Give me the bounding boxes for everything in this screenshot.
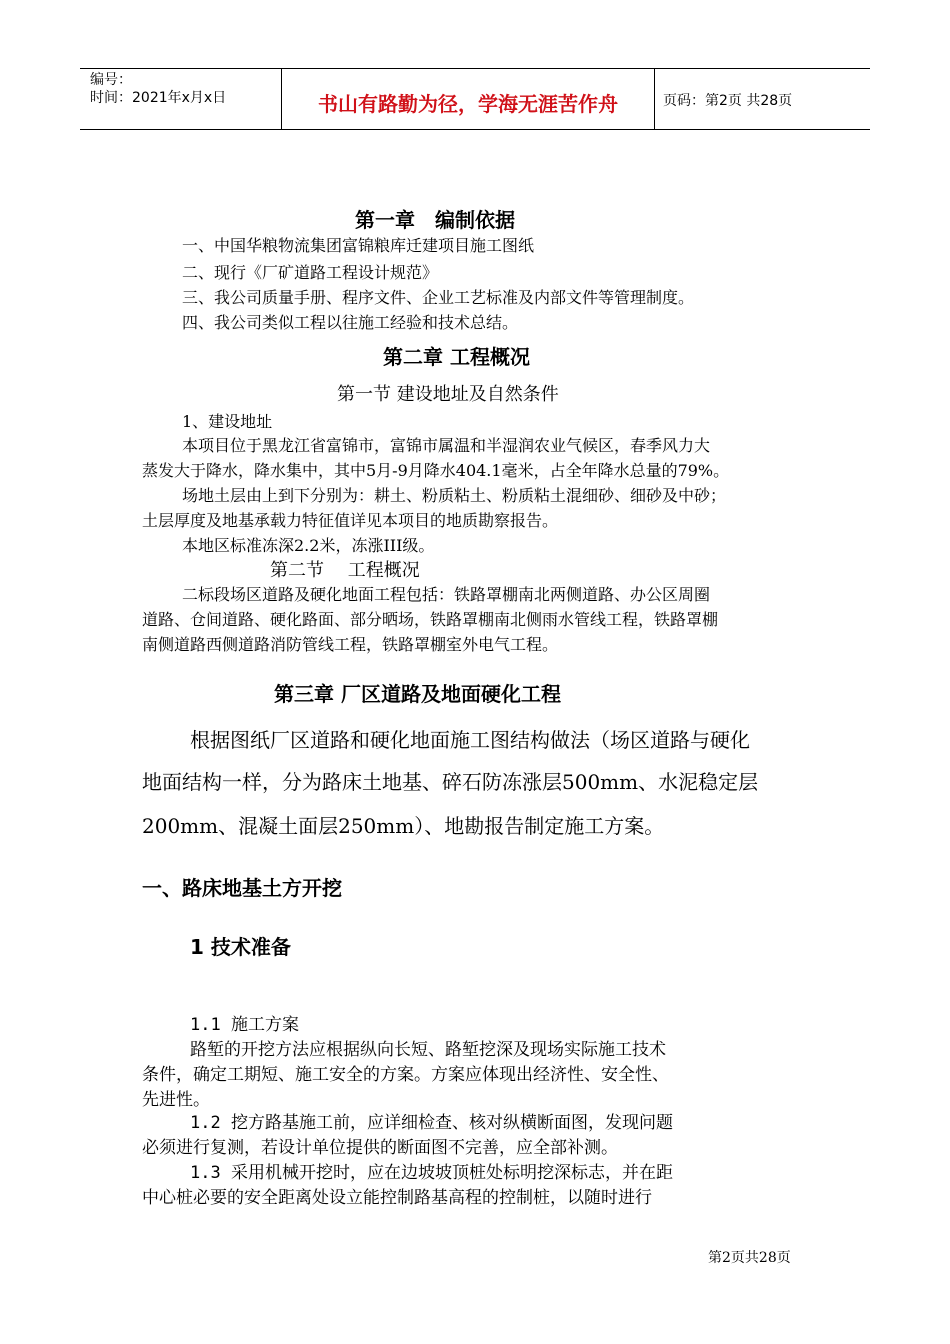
chapter1-item: 三、我公司质量手册、程序文件、企业工艺标准及内部文件等管理制度。 bbox=[182, 288, 695, 307]
section1-line: 土层厚度及地基承载力特征值详见本项目的地质勘察报告。 bbox=[142, 511, 559, 530]
section2-line: 道路、仓间道路、硬化路面、部分晒场，铁路罩棚南北侧雨水管线工程，铁路罩棚 bbox=[142, 610, 719, 629]
page-header bbox=[80, 68, 870, 130]
technical-line: 1.2 挖方路基施工前，应详细检查、核对纵横断面图，发现问题 bbox=[190, 1113, 673, 1133]
chapter3-title: 第三章 厂区道路及地面硬化工程 bbox=[274, 682, 561, 706]
document-time-label: 时间：2021年x月x日 bbox=[90, 90, 227, 106]
technical-line: 1.3 采用机械开挖时，应在边坡坡顶桩处标明挖深标志，并在距 bbox=[190, 1163, 673, 1183]
technical-line: 路堑的开挖方法应根据纵向长短、路堑挖深及现场实际施工技术 bbox=[190, 1040, 666, 1060]
section1-line: 场地土层由上到下分别为：耕土、粉质粘土、粉质粘土混细砂、细砂及中砂； bbox=[182, 486, 727, 505]
chapter1-item: 一、中国华粮物流集团富锦粮库迁建项目施工图纸 bbox=[182, 236, 535, 255]
header-page-cell bbox=[655, 69, 870, 129]
section2-line: 南侧道路西侧道路消防管线工程，铁路罩棚室外电气工程。 bbox=[142, 635, 559, 654]
technical-line: 1.1 施工方案 bbox=[190, 1015, 299, 1035]
chapter1-item: 四、我公司类似工程以往施工经验和技术总结。 bbox=[182, 313, 519, 332]
section2-line: 二标段场区道路及硬化地面工程包括：铁路罩棚南北两侧道路、办公区周圈 bbox=[182, 585, 711, 604]
section1-line: 蒸发大于降水，降水集中，其中5月-9月降水404.1毫米，占全年降水总量的79%。 bbox=[142, 461, 730, 480]
chapter3-intro-line: 200mm、混凝土面层250mm）、地勘报告制定施工方案。 bbox=[142, 814, 665, 838]
sub1-title: 1 技术准备 bbox=[190, 935, 291, 959]
chapter3-intro-line: 根据图纸厂区道路和硬化地面施工图结构做法（场区道路与硬化 bbox=[190, 728, 750, 752]
section1-line: 1、建设地址 bbox=[182, 412, 273, 431]
section1-line: 本项目位于黑龙江省富锦市，富锦市属温和半湿润农业气候区，春季风力大 bbox=[182, 436, 711, 455]
section1-line: 本地区标准冻深2.2米，冻涨III级。 bbox=[182, 536, 435, 555]
motto-text: 书山有路勤为径，学海无涯苦作舟 bbox=[318, 92, 618, 116]
section2-title: 第二节 工程概况 bbox=[270, 560, 420, 581]
header-page-number: 页码：第2页 共28页 bbox=[663, 93, 793, 109]
chapter1-item: 二、现行《厂矿道路工程设计规范》 bbox=[182, 263, 439, 282]
header-motto-cell bbox=[282, 69, 655, 129]
chapter3-intro-line: 地面结构一样，分为路床土地基、碎石防冻涨层500mm、水泥稳定层 bbox=[142, 770, 759, 794]
document-number-label: 编号： bbox=[90, 72, 132, 88]
chapter2-title: 第二章 工程概况 bbox=[383, 345, 530, 369]
section1-title: 第一节 建设地址及自然条件 bbox=[337, 384, 559, 405]
technical-line: 先进性。 bbox=[142, 1090, 210, 1110]
technical-line: 中心桩必要的安全距离处设立能控制路基高程的控制桩，以随时进行 bbox=[142, 1188, 652, 1208]
header-meta-cell bbox=[80, 69, 282, 129]
part1-title: 一、路床地基土方开挖 bbox=[142, 876, 342, 900]
footer-page-number: 第2页共28页 bbox=[708, 1250, 791, 1266]
technical-line: 条件，确定工期短、施工安全的方案。方案应体现出经济性、安全性、 bbox=[142, 1065, 669, 1085]
technical-line: 必须进行复测，若设计单位提供的断面图不完善，应全部补测。 bbox=[142, 1138, 618, 1158]
chapter1-title: 第一章 编制依据 bbox=[355, 208, 515, 232]
